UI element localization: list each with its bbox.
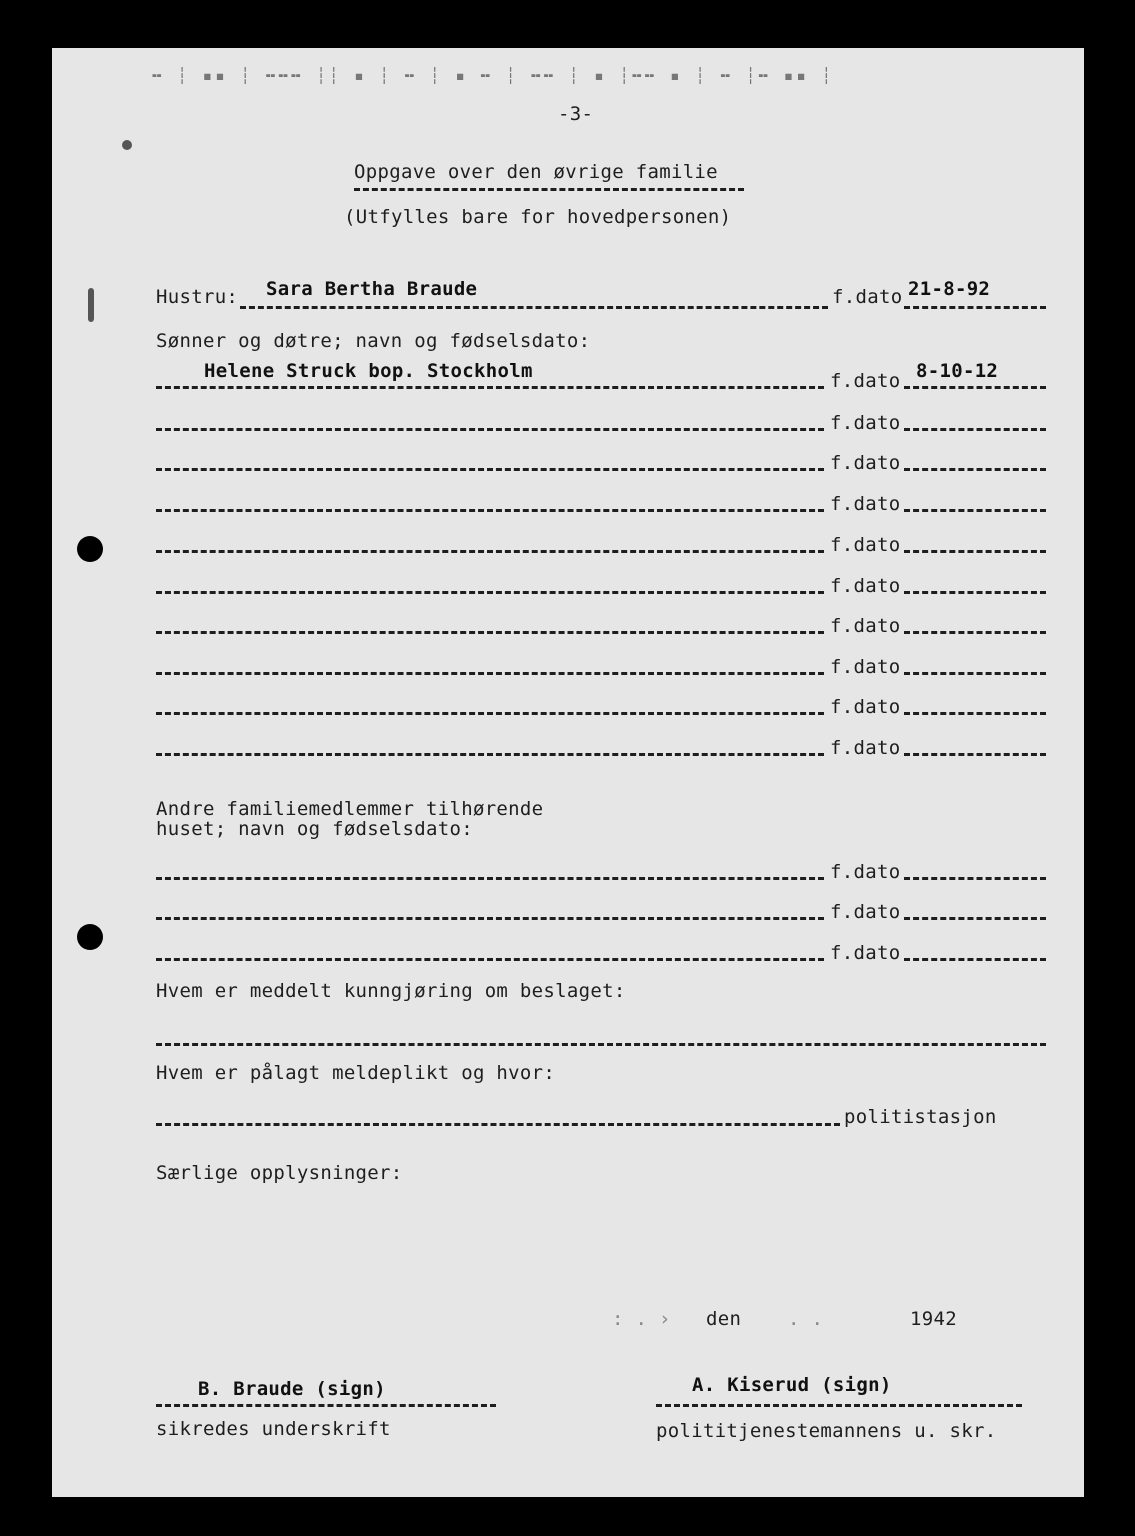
child-dob-label: f.dato <box>830 412 901 434</box>
child-dob-label: f.dato <box>830 737 901 759</box>
child-name-line <box>156 672 824 675</box>
spouse-name: Sara Bertha Braude <box>266 278 478 300</box>
punch-hole-bottom <box>77 924 103 950</box>
child-name-line <box>156 509 824 512</box>
child-name-line <box>156 712 824 715</box>
child-dob-line <box>904 509 1046 512</box>
child-dob-line <box>904 672 1046 675</box>
child-dob-label: f.dato <box>830 696 901 718</box>
child-dob-line <box>904 712 1046 715</box>
bleed-through-text: ╍ ┆ ▪▪ ┆ ╍╍╍ ┆┆ ▪ ┆ ╍ ┆ ▪ ╍ ┆ ╍╍ ┆ ▪ ┆╍╍ ▪ ┆ ╍ ┆╍ ▪▪ ┆ <box>152 66 835 85</box>
other-name-line <box>156 958 824 961</box>
child-dob-label: f.dato <box>830 615 901 637</box>
child-dob-label: f.dato <box>830 452 901 474</box>
form-subtitle: (Utfylles bare for hovedpersonen) <box>344 206 732 228</box>
other-dob-line <box>904 958 1046 961</box>
date-den: den <box>706 1308 742 1330</box>
reporting-suffix: politistasjon <box>844 1106 997 1128</box>
child-dob-line <box>904 386 1046 389</box>
signature-right: A. Kiserud (sign) <box>692 1374 892 1396</box>
notification-line <box>156 1043 1046 1046</box>
document-page <box>52 48 1084 1497</box>
child-name-line <box>156 428 824 431</box>
signature-right-caption: polititjenestemannens u. skr. <box>656 1420 997 1442</box>
signature-left-caption: sikredes underskrift <box>156 1418 391 1440</box>
reporting-line <box>156 1123 840 1126</box>
page-number: -3- <box>558 103 594 125</box>
signature-left: B. Braude (sign) <box>198 1378 386 1400</box>
other-dob-label: f.dato <box>830 901 901 923</box>
place-mark: : . › <box>612 1308 671 1330</box>
child-name-line <box>156 386 824 389</box>
other-dob-line <box>904 877 1046 880</box>
spouse-dob-label: f.dato <box>832 286 903 308</box>
child-name-line <box>156 468 824 471</box>
child-name-line <box>156 753 824 756</box>
child-dob-label: f.dato <box>830 534 901 556</box>
child-name: Helene Struck bop. Stockholm <box>204 360 533 382</box>
ink-speck <box>122 140 132 150</box>
child-dob-label: f.dato <box>830 370 901 392</box>
date-mark: . . <box>788 1308 824 1330</box>
date-year: 1942 <box>910 1308 957 1330</box>
child-dob-line <box>904 428 1046 431</box>
special-info-label: Særlige opplysninger: <box>156 1162 403 1184</box>
child-dob-line <box>904 591 1046 594</box>
child-dob-line <box>904 550 1046 553</box>
other-name-line <box>156 877 824 880</box>
signature-left-line <box>156 1404 496 1407</box>
spouse-name-line <box>240 306 828 309</box>
child-name-line <box>156 550 824 553</box>
child-dob-line <box>904 753 1046 756</box>
child-dob-line <box>904 631 1046 634</box>
ink-mark <box>88 288 94 322</box>
signature-right-line <box>656 1404 1022 1407</box>
other-name-line <box>156 917 824 920</box>
child-dob-label: f.dato <box>830 493 901 515</box>
notification-label: Hvem er meddelt kunngjøring om beslaget: <box>156 980 626 1002</box>
others-label-line2: huset; navn og fødselsdato: <box>156 818 473 840</box>
others-label-line1: Andre familiemedlemmer tilhørende <box>156 798 544 820</box>
other-dob-label: f.dato <box>830 942 901 964</box>
child-dob-line <box>904 468 1046 471</box>
punch-hole-top <box>77 536 103 562</box>
child-name-line <box>156 591 824 594</box>
child-name-line <box>156 631 824 634</box>
spouse-dob-line <box>904 306 1046 309</box>
children-label: Sønner og døtre; navn og fødselsdato: <box>156 330 591 352</box>
other-dob-label: f.dato <box>830 861 901 883</box>
title-underline <box>354 188 744 191</box>
other-dob-line <box>904 917 1046 920</box>
form-title: Oppgave over den øvrige familie <box>354 161 718 183</box>
spouse-dob: 21-8-92 <box>908 278 991 300</box>
reporting-label: Hvem er pålagt meldeplikt og hvor: <box>156 1062 556 1084</box>
child-dob: 8-10-12 <box>916 360 999 382</box>
child-dob-label: f.dato <box>830 575 901 597</box>
spouse-label: Hustru: <box>156 286 239 308</box>
child-dob-label: f.dato <box>830 656 901 678</box>
